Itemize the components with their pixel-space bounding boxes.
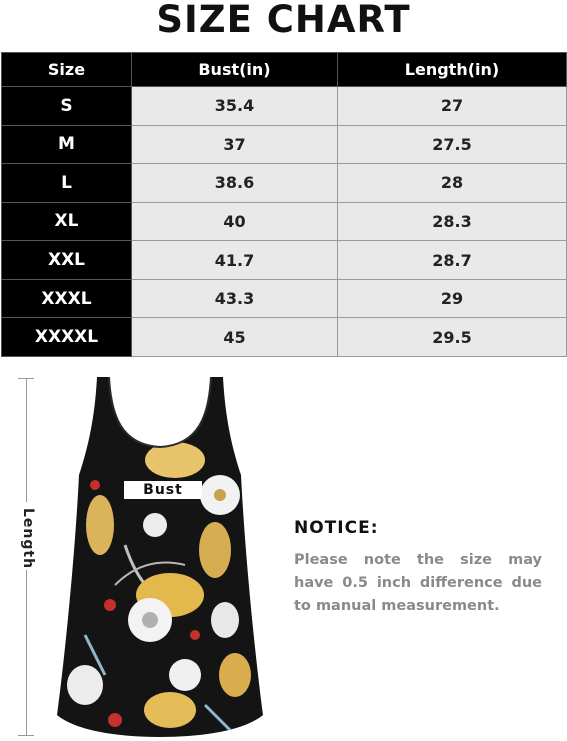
size-cell: XXXL [2, 279, 132, 318]
length-line-top [26, 378, 27, 502]
tank-top-image [55, 375, 265, 737]
table-row [2, 318, 567, 357]
size-cell: S [2, 87, 132, 126]
length-cell: 28.7 [338, 241, 567, 280]
header-length: Length(in) [338, 53, 567, 87]
size-chart-table [1, 52, 567, 357]
bust-cell: 38.6 [132, 164, 338, 203]
size-cell: XXL [2, 241, 132, 280]
bust-cell: 35.4 [132, 87, 338, 126]
table-row [2, 87, 567, 126]
table-header-row [2, 53, 567, 87]
length-cell: 29.5 [338, 318, 567, 357]
notice-text: Please note the size may have 0.5 inch difference due to manual measurement. [294, 552, 542, 614]
bust-cell: 45 [132, 318, 338, 357]
length-cell: 28 [338, 164, 567, 203]
header-size: Size [2, 53, 132, 87]
table-row [2, 241, 567, 280]
bust-label: Bust [124, 481, 202, 499]
header-bust: Bust(in) [132, 53, 338, 87]
length-line-bottom [26, 570, 27, 735]
notice-title: NOTICE: [294, 518, 379, 538]
page-title: SIZE CHART [156, 0, 411, 41]
table-row [2, 279, 567, 318]
size-cell: L [2, 164, 132, 203]
bust-cell: 37 [132, 125, 338, 164]
size-cell: M [2, 125, 132, 164]
garment-figure [0, 370, 280, 741]
length-cell: 28.3 [338, 202, 567, 241]
length-tick-bottom [18, 735, 34, 736]
table-row [2, 164, 567, 203]
length-label: Length [20, 508, 36, 570]
table-row [2, 125, 567, 164]
bust-cell: 40 [132, 202, 338, 241]
bust-cell: 43.3 [132, 279, 338, 318]
table-row [2, 202, 567, 241]
size-cell: XL [2, 202, 132, 241]
length-cell: 27.5 [338, 125, 567, 164]
length-cell: 29 [338, 279, 567, 318]
bust-cell: 41.7 [132, 241, 338, 280]
length-cell: 27 [338, 87, 567, 126]
size-cell: XXXXL [2, 318, 132, 357]
